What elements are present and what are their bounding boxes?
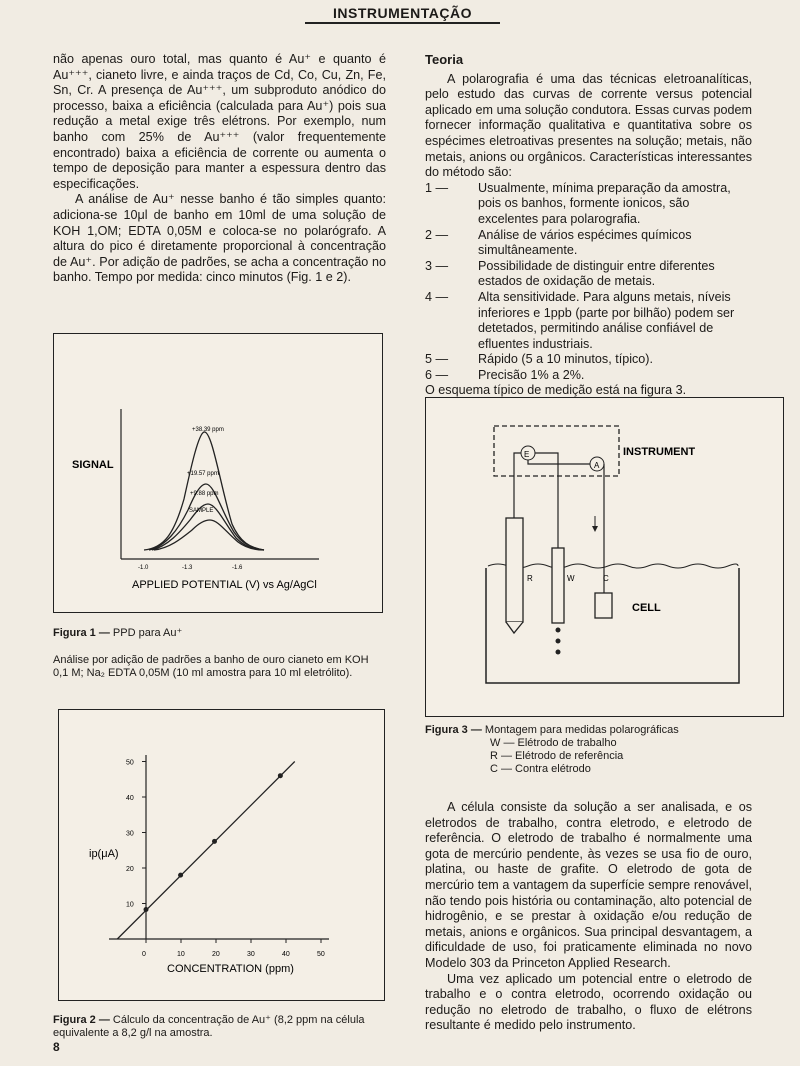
current-arrow-head	[592, 526, 598, 532]
ppd-chart	[54, 334, 382, 612]
section-title: Teoria	[425, 52, 464, 67]
y-axis-label: SIGNAL	[72, 459, 114, 471]
y-axis-label: ip(μA)	[89, 848, 119, 860]
instrument-label: INSTRUMENT	[623, 446, 696, 458]
counter-label: C	[603, 574, 609, 583]
figure-2-calibration-plot	[58, 709, 385, 1001]
feature-list	[425, 181, 752, 384]
x-tick-label: 20	[212, 951, 220, 958]
figure-1-caption	[53, 627, 383, 680]
solution-surface	[488, 564, 738, 568]
reference-label: R	[527, 574, 533, 583]
wire-meters	[528, 460, 590, 464]
list-item: 6 — Precisão 1% a 2%.	[425, 367, 585, 382]
label-19-ppm: +19.57 ppm	[187, 471, 219, 477]
figure-3-caption	[425, 724, 755, 776]
figure-3-cell-diagram	[425, 397, 784, 717]
y-tick-label: 10	[126, 901, 134, 909]
list-item: 4 — Alta sensitividade. Para alguns metais, níveis inferiores e 1ppb (parte por bilhão) podem ser detetados, permitindo análise confiável de efluentes industriais.	[425, 289, 735, 351]
y-tick-label: 20	[126, 866, 134, 873]
x-tick-label: 50	[317, 951, 325, 958]
working-electrode	[552, 548, 564, 623]
data-point	[212, 839, 217, 844]
caption-text: PPD para Au⁺	[112, 627, 183, 639]
reference-electrode-tip	[506, 622, 523, 633]
paragraph: não apenas ouro total, mas quanto é Au⁺ e quanto é Au⁺⁺⁺, cianeto livre, e ainda traços de Cd, Co, Cu, Zn, Fe, Sn, Cr. A presença de Au⁺⁺⁺, um subproduto anódico do processo, baixa a eficiência (calculada para Au⁺) pois sua redução a metal exige três elétrons. Por exemplo, num banho com 25% de Au⁺⁺⁺ (valor frequentemente encontrado) baixa a eficiência de corrente ou aumenta o tempo de deposição para manter a espessura dentro das especificações.	[53, 52, 386, 191]
data-point	[144, 907, 149, 912]
mercury-drop	[556, 639, 561, 644]
cell-label: CELL	[632, 602, 661, 614]
label-38-ppm: +38.39 ppm	[192, 427, 224, 433]
caption-text: Montagem para medidas polarográficas	[484, 724, 679, 736]
x-tick-label: 40	[282, 951, 290, 958]
caption-text: Cálculo da concentração de Au⁺ (8,2 ppm na célula equivalente a 8,2 g/l na amostra.	[53, 1014, 365, 1039]
working-label: W	[567, 574, 575, 583]
y-tick-label: 40	[126, 795, 134, 802]
cell-diagram	[426, 398, 783, 716]
page-number: 8	[53, 1040, 60, 1054]
figure-1-ppd-plot	[53, 333, 383, 613]
y-tick-label: 30	[126, 830, 134, 838]
counter-electrode	[595, 593, 612, 618]
cell-beaker	[486, 568, 739, 683]
caption-legend-item: C — Contra elétrodo	[490, 763, 591, 775]
caption-title: Figura 1 —	[53, 627, 110, 639]
x-axis-label: APPLIED POTENTIAL (V) vs Ag/AgCl	[132, 579, 317, 591]
data-point	[178, 873, 183, 878]
reference-electrode	[506, 518, 523, 622]
caption-legend-item: R — Elétrodo de referência	[490, 750, 624, 762]
x-tick-label: 0	[142, 951, 146, 958]
x-axis-label: CONCENTRATION (ppm)	[167, 963, 294, 975]
left-column	[53, 52, 386, 286]
paragraph: A polarografia é uma das técnicas eletroanalíticas, pelo estudo das curvas de corrente versus potencial aplicado em uma solução condutora. Essas curvas podem fornecer informação qualitativa e quantitativa sobre os espécimes eletroativas presentes na solução; metais, não metais, anions ou orgânicos. Características interessantes do método são:	[425, 71, 752, 180]
x-tick-label: -1.3	[182, 565, 193, 571]
label-9-ppm: +9.88 ppm	[190, 491, 219, 497]
caption-title: Figura 3 —	[425, 724, 482, 736]
caption-description: Análise por adição de padrões a banho de ouro cianeto em KOH 0,1 M; Na₂ EDTA 0,05M (10 ml amostra para 10 ml eletrólito).	[53, 654, 369, 679]
x-tick-label: -1.6	[232, 565, 243, 571]
paragraph: A análise de Au⁺ nesse banho é tão simples quanto: adiciona-se 10μl de banho em 10ml de uma solução de KOH 1,OM; EDTA 0,05M e coloca-se no polarógrafo. A altura do pico é diretamente proporcional à concentração de Au⁺. Por adição de padrões, se acha a concentração no banho. Tempo por medida: cinco minutos (Fig. 1 e 2).	[53, 192, 386, 285]
paragraph: A célula consiste da solução a ser analisada, e os eletrodos de trabalho, contra eletrodo, e eletrodo de referência. O eletrodo de trabalho é normalmente uma gota de mercúrio pendente, às vezes se usa fio de ouro, platina, ou haste de grafite. O eletrodo de gota de mercúrio tem a vantagem da superfície sempre renovável, não tendo pois história ou contaminação, alto potencial de hidrogênio, e se prestar à oxidação e/ou redução de metais, anions e orgânicos. Sua principal desvantagem, a dificuldade de uso, foi praticamente eliminada no novo Modelo 303 da Princeton Applied Research.	[425, 800, 752, 970]
calibration-chart	[59, 710, 384, 1000]
list-item: 2 — Análise de vários espécimes químicos simultâneamente.	[425, 227, 692, 258]
list-item: 5 — Rápido (5 a 10 minutos, típico).	[425, 352, 654, 367]
data-point	[278, 773, 283, 778]
right-column	[425, 52, 752, 399]
caption-title: Figura 2 —	[53, 1014, 110, 1026]
list-item: 3 — Possibilidade de distinguir entre diferentes estados de oxidação de metais.	[425, 258, 715, 289]
figure-2-caption	[53, 1014, 383, 1040]
paragraph: O esquema típico de medição está na figura 3.	[425, 383, 687, 398]
label-sample: SAMPLE	[189, 508, 214, 514]
caption-legend-item: W — Elétrodo de trabalho	[490, 737, 617, 749]
list-item: 1 — Usualmente, mínima preparação da amostra, pois os banhos, formente ionicos, são excelentes para polarografia.	[425, 180, 731, 226]
voltmeter-label: E	[524, 450, 530, 459]
fit-line	[117, 759, 294, 940]
x-tick-label: 30	[247, 951, 255, 958]
ammeter-label: A	[594, 461, 600, 470]
mercury-drop	[556, 650, 561, 655]
right-column-bottom	[425, 800, 752, 1034]
mercury-drop	[556, 628, 561, 633]
y-tick-label: 50	[126, 759, 134, 767]
x-tick-label: -1.0	[138, 565, 149, 571]
wire-reference	[514, 453, 521, 518]
section-header: INSTRUMENTAÇÃO	[305, 5, 500, 24]
paragraph: Uma vez aplicado um potencial entre o eletrodo de trabalho e o contra eletrodo, ocorrendo oxidação ou redução no eletrodo de trabalho, o fluxo de elétrons resultante é medido pelo instrumento.	[425, 971, 752, 1033]
x-tick-label: 10	[177, 951, 185, 958]
